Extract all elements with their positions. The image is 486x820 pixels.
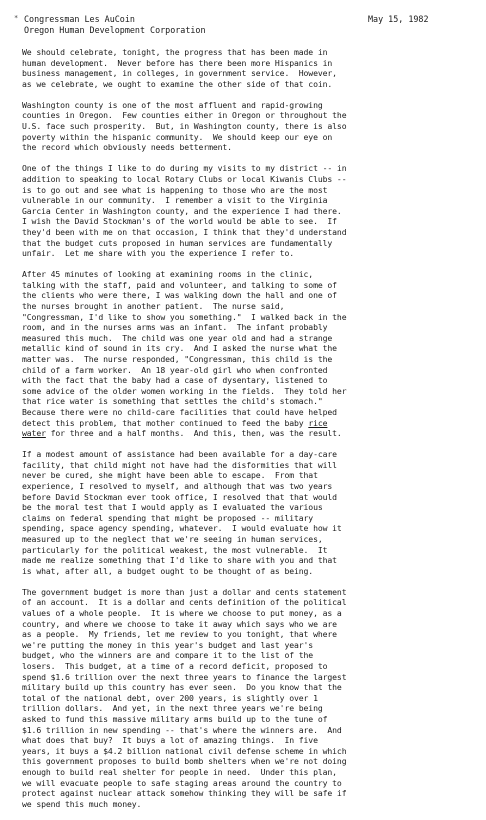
text-line: addition to speaking to local Rotary Clubs or local Kiwanis Clubs --: [22, 173, 347, 184]
text-line: claims on federal spending that might be proposed -- military: [22, 512, 314, 523]
text-line: counties in Oregon. Few counties either in Oregon or throughout the: [22, 110, 347, 121]
text-line: this government proposes to build bomb shelters when we're not doing: [22, 756, 347, 767]
text-line: is what, after all, a budget ought to be thought of as being.: [22, 565, 314, 576]
text-line: they'd been with me on that occasion, I think that they'd understand: [22, 226, 347, 237]
text-line: with the fact that the baby had a case of dysentary, listened to: [22, 375, 328, 386]
underlined-word: rice: [308, 417, 328, 428]
underlined-word: water: [22, 428, 46, 439]
text-line: military build up this country has ever seen. Do you know that the: [22, 682, 342, 693]
text-line: what does that buy? It buys a lot of amazing things. In five: [22, 735, 318, 746]
text-line: child of a farm worker. An 18 year-old girl who when confronted: [22, 364, 328, 375]
text-line: After 45 minutes of looking at examining rooms in the clinic,: [22, 269, 314, 280]
text-line: the record which obviously needs betterment.: [22, 142, 232, 153]
text-line: poverty within the hispanic community. We should keep our eye on: [22, 131, 333, 142]
text-line: Garcia Center in Washington county, and the experience I had there.: [22, 205, 342, 216]
paragraph: [22, 163, 478, 258]
text-line: If a modest amount of assistance had been available for a day-care: [22, 449, 337, 460]
text-line: be the moral test that I would apply as I evaluated the various: [22, 502, 323, 513]
text-line: made me realize something that I'd like to share with you and that: [22, 555, 337, 566]
text-line: asked to fund this massive military arms build up to the tune of: [22, 713, 328, 724]
text-line: measured this much. The child was one year old and had a strange: [22, 332, 333, 343]
text-line: enough to build real shelter for people in need. Under this plan,: [22, 766, 337, 777]
text-line: that rice water is something that settles the child's stomach.": [22, 396, 323, 407]
speech-body: [22, 47, 478, 820]
text-line: experience, I resolved to myself, and although that was two years: [22, 480, 333, 491]
text-line: Because there were no child-care facilities that could have helped: [22, 406, 337, 417]
paragraph: [22, 47, 478, 89]
text-line: vulnerable in our community. I remember a visit to the Virginia: [22, 195, 328, 206]
text-line: we spend this much money.: [22, 798, 142, 809]
text-line: talking with the staff, paid and volunteer, and talking to some of: [22, 279, 337, 290]
author-name: Congressman Les AuCoin: [24, 14, 135, 24]
text-line: facility, that child might not have had the disformities that will: [22, 459, 337, 470]
text-line: measured up to the neglect that we're seeing in human services,: [22, 533, 323, 544]
text-line: matter was. The nurse responded, "Congressman, this child is the: [22, 353, 333, 364]
text-line: budget, who the winners are and compare it to the list of the: [22, 650, 314, 661]
letter-date: May 15, 1982: [368, 14, 429, 24]
text-line: never be cured, she might have been able to escape. From that: [22, 470, 318, 481]
text-line: metallic kind of sound in its cry. And I asked the nurse what the: [22, 343, 337, 354]
text-line: I wish the David Stockman's of the world would be able to see. If: [22, 216, 337, 227]
text-line: we're putting the money in this year's budget and last year's: [22, 639, 314, 650]
paragraph: [22, 269, 478, 439]
text-line: protect against nuclear attack somehow thinking they will be safe if: [22, 788, 347, 799]
text-line: of an account. It is a dollar and cents definition of the political: [22, 597, 347, 608]
margin-mark: *: [14, 14, 19, 22]
text-line: the nurses brought in another patient. The nurse said,: [22, 300, 285, 311]
text-line: years, it buys a $4.2 billion national civil defense scheme in which: [22, 745, 347, 756]
text-line: spend $1.6 trillion over the next three years to finance the largest: [22, 671, 347, 682]
text-line: spending, space agency spending, whatever. I would evaluate how it: [22, 523, 342, 534]
text-line: trillion dollars. And yet, in the next three years we're being: [22, 703, 323, 714]
letter-header: [24, 14, 206, 36]
text-line: values of a whole people. It is where we choose to put money, as a: [22, 608, 342, 618]
text-line: losers. This budget, at a time of a record deficit, proposed to: [22, 660, 328, 671]
text-line: before David Stockman ever took office, I resolved that that would: [22, 491, 337, 502]
paragraph: [22, 449, 478, 576]
text-line: as a people. My friends, let me review to you tonight, that where: [22, 629, 337, 640]
text-line: Washington county is one of the most affluent and rapid-growing: [22, 99, 323, 110]
text-line: particularly for the political weakest, the most vulnerable. It: [22, 544, 328, 555]
text-line: country, and where we choose to take it away which says who we are: [22, 618, 337, 629]
text-line: One of the things I like to do during my visits to my district -- in: [22, 163, 347, 174]
text-line: $1.6 trillion in new spending -- that's where the winners are. And: [22, 724, 342, 735]
text-line: is to go out and see what is happening to those who are the most: [22, 184, 328, 195]
organization-name: Oregon Human Development Corporation: [24, 25, 206, 35]
text-line: We should celebrate, tonight, the progress that has been made in: [22, 47, 328, 57]
text-line: U.S. face such prosperity. But, in Washington county, there is also: [22, 121, 347, 132]
text-line: that the budget cuts proposed in human services are fundamentally: [22, 237, 333, 248]
text-line: as we celebrate, we ought to examine the other side of that coin.: [22, 78, 333, 89]
text-line: total of the national debt, over 200 years, is slightly over 1: [22, 692, 318, 703]
text-line: unfair. Let me share with you the experience I refer to.: [22, 248, 294, 259]
paragraph: [22, 587, 478, 809]
text-line: human development. Never before has there been more Hispanics in: [22, 57, 333, 68]
text-line: business management, in colleges, in government service. However,: [22, 68, 337, 79]
text-line: "Congressman, I'd like to show you something." I walked back in the: [22, 311, 347, 322]
text-line: room, and in the nurses arms was an infant. The infant probably: [22, 322, 328, 333]
text-line: some advice of the older women working in the fields. They told her: [22, 385, 347, 396]
paragraph: [22, 100, 478, 153]
text-line: the clients who were there, I was walking down the hall and one of: [22, 290, 337, 301]
text-line: detect this problem, that mother continued to feed the baby rice: [22, 417, 328, 428]
text-line: water for three and a half months. And this, then, was the result.: [22, 428, 342, 439]
text-line: we will evacuate people to safe staging areas around the country to: [22, 777, 342, 788]
text-line: The government budget is more than just a dollar and cents statement: [22, 586, 347, 597]
